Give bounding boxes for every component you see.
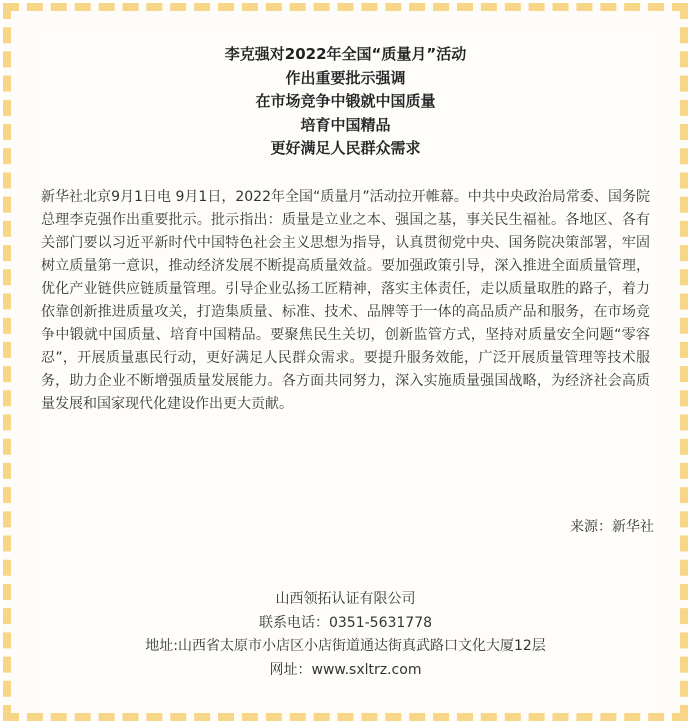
company-footer [33,588,658,682]
headline-line-1: 李克强对2022年全国“质量月”活动 [224,45,467,63]
company-website: 网址：www.sxltrz.com [269,661,422,678]
company-address: 地址:山西省太原市小店区小店街道通达街真武路口文化大厦12层 [145,638,546,654]
contact-phone: 联系电话：0351-5631778 [258,614,433,631]
decorative-border [3,3,688,721]
headline-line-5: 更好满足人民群众需求 [270,139,421,157]
headline-line-2: 作出重要批示强调 [285,68,406,87]
company-name: 山西领拓认证有限公司 [275,591,416,607]
headline [33,43,658,161]
content-panel [33,29,658,713]
headline-line-4: 培育中国精品 [300,115,391,134]
article-body: 新华社北京9月1日电 9月1日，2022年全国“质量月”活动拉开帷幕。中共中央政治局常委、国务院总理李克强作出重要批示。批示指出：质量是立业之本、强国之基，事关民生福祉。各地区、各有关部门要以习近平新时代中国特色社会主义思想为指导，认真贯彻党中央、国务院决策部署，牢固树立质量第一意识，推动经济发展不断提高质量效益。要加强政策引导，深入推进全面质量管理，优化产业链供应链质量管理。引导企业弘扬工匠精神，落实主体责任，走以质量取胜的路子，着力依靠创新推进质量攻关，打造集质量、标准、技术、品牌等于一体的高品质产品和服务，在市场竞争中锻就中国质量、培育中国精品。要聚焦民生关切，创新监管方式，坚持对质量安全问题“零容忍”，开展质量惠民行动，更好满足人民群众需求。要提升服务效能，广泛开展质量管理等技术服务，助力企业不断增强质量发展能力。各方面共同努力，深入实施质量强国战略，为经济社会高质量发展和国家现代化建设作出更大贡献。 [41,189,650,412]
headline-line-3: 在市场竞争中锻就中国质量 [255,92,436,110]
article-source: 来源：新华社 [570,519,654,535]
